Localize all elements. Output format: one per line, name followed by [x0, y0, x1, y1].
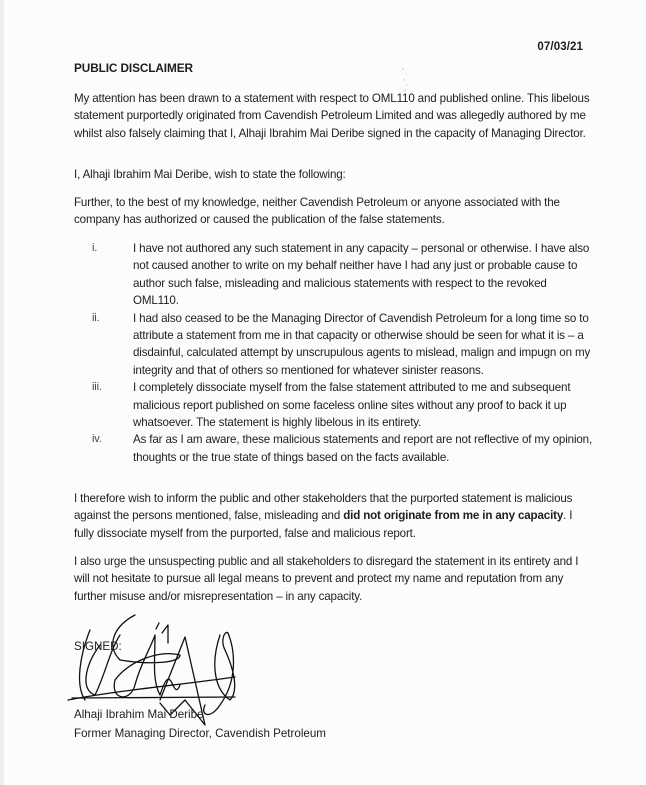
- list-item-text: I have not authored any such statement in any capacity – personal or otherwise. I have also not caused another to write on my behalf neither have I had any just or probable cause to author such false, misleading and malicious statements with respect to the revoked OML110.: [133, 242, 590, 308]
- list-item-text: I had also ceased to be the Managing Director of Cavendish Petroleum for a long time so to attribute a statement from me in that capacity or otherwise should be seen for what it is – a disdainful, calculated attempt by unscrupulous agents to mislead, malign and impugn on my integrity and that of others so mentioned for whatever sinister reasons.: [133, 311, 591, 377]
- list-item: [74, 431, 594, 466]
- statement-lead-paragraph: I, Alhaji Ibrahim Mai Deribe, wish to state the following:: [74, 168, 346, 181]
- intro-paragraph: My attention has been drawn to a statement with respect to OML110 and published online. This libelous statement purportedly originated from Cavendish Petroleum Limited and was allegedly authored by me whilst also falsely claiming that I, Alhaji Ibrahim Mai Deribe signed in the capacity of Managing Director.: [74, 92, 590, 140]
- urge-paragraph: I also urge the unsuspecting public and all stakeholders to disregard the statement in its entirety and I will not hesitate to pursue all legal means to prevent and protect my name and reputation from any further misuse and/or misrepresentation – in any capacity.: [74, 555, 579, 603]
- signed-label: SIGNED:: [74, 640, 122, 653]
- document-title: PUBLIC DISCLAIMER: [74, 61, 193, 75]
- list-item: [74, 240, 594, 310]
- list-item-number: iv.: [92, 433, 102, 446]
- list-item: [74, 379, 594, 431]
- signatory-name: Alhaji Ibrahim Mai Deribe: [74, 708, 204, 721]
- list-item-text: As far as I am aware, these malicious statements and report are not reflective of my opinion, thoughts or the true state of things based on the facts available.: [133, 433, 593, 464]
- list-item-text: I completely dissociate myself from the false statement attributed to me and subsequent malicious report published on some faceless online sites without any proof to back it up whatsoever. The statement is highly libelous in its entirety.: [133, 381, 571, 430]
- list-item: [74, 310, 594, 380]
- document-date: 07/03/21: [537, 41, 583, 53]
- list-item-number: ii.: [92, 311, 100, 324]
- inform-text-start: I therefore wish to inform the public and other stakeholders that the purported statement is malicious against the persons mentioned, false, misleading and: [74, 492, 573, 523]
- inform-bold-text: did not originate from me in any capacity: [343, 509, 564, 523]
- points-list: [74, 240, 594, 466]
- signatory-title: Former Managing Director, Cavendish Petroleum: [74, 727, 326, 740]
- list-item-number: i.: [92, 242, 98, 254]
- inform-text-end: . I fully dissociate myself from the purported, false and malicious report.: [74, 509, 573, 540]
- inform-paragraph: [74, 490, 594, 542]
- page-edge: [0, 0, 4, 785]
- further-paragraph: Further, to the best of my knowledge, neither Cavendish Petroleum or anyone associated with the company has authorized or caused the publication of the false statements.: [74, 196, 560, 227]
- list-item-number: iii.: [92, 381, 102, 394]
